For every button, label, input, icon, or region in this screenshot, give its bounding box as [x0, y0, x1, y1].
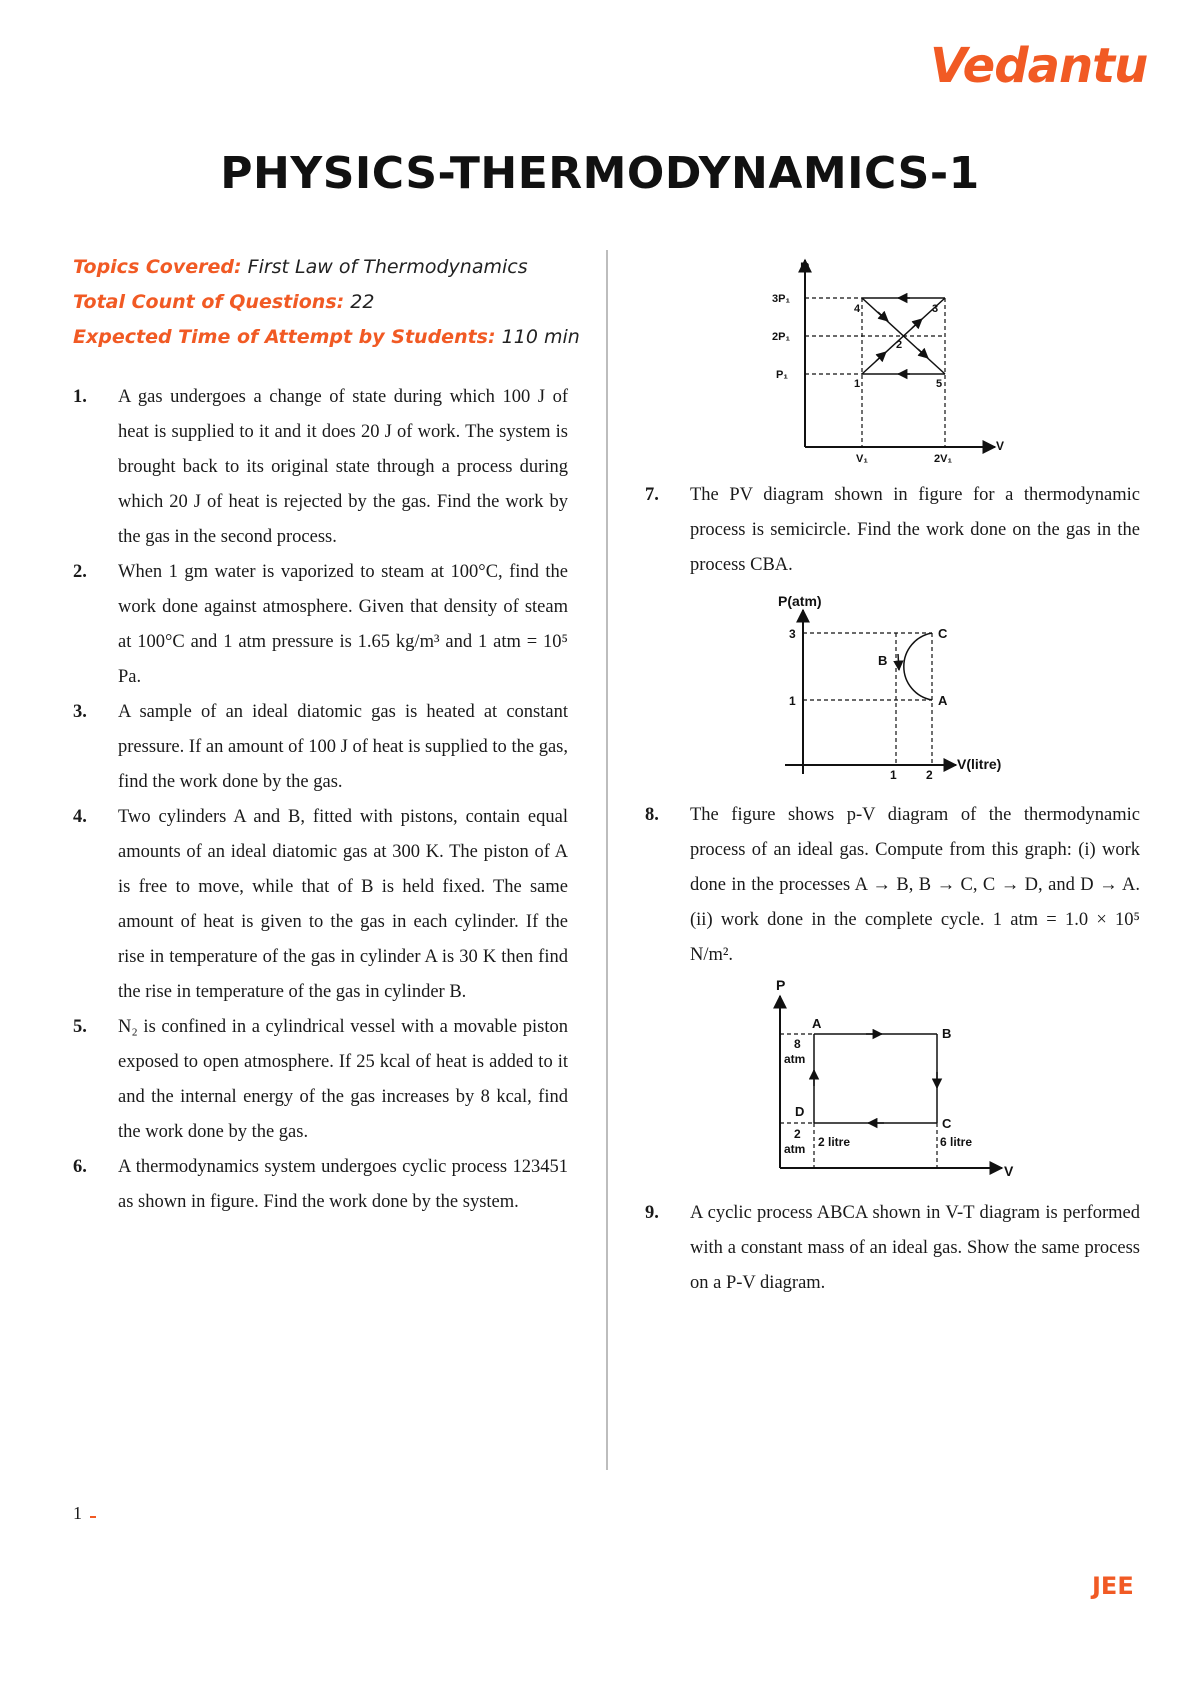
count-label: Total Count of Questions:: [73, 291, 345, 313]
count-row: [73, 285, 580, 320]
question-number: 2.: [73, 562, 87, 582]
question-1: [73, 380, 568, 555]
question-number: 9.: [645, 1203, 659, 1223]
question-text: Two cylinders A and B, fitted with pistons, contain equal amounts of an ideal diatomic gas at 300 K. The piston of A is free to move, while that of B is held fixed. The same amount of heat is given to the gas in each cylinder. If the rise in temperature of the gas in cylinder A is 30 K then find the rise in temperature of the gas in cylinder B.: [118, 807, 568, 1002]
v2-label: 2V₁: [934, 453, 953, 465]
point-a-label: A: [812, 1016, 822, 1031]
question-text: A cyclic process ABCA shown in V-T diagram is performed with a constant mass of an ideal gas. Show the same process on a P-V diagram.: [690, 1203, 1140, 1293]
question-number: 7.: [645, 485, 659, 505]
question-9: [645, 1196, 1140, 1301]
question-7: [645, 478, 1140, 583]
question-text: N₂ is confined in a cylindrical vessel with a movable piston exposed to open atmosphere. If 25 kcal of heat is added to it and the internal energy of the gas increases by 8 kcal, find the work done by the gas.: [118, 1017, 568, 1142]
figure-rect-cycle: [770, 976, 1020, 1186]
topics-label: Topics Covered:: [73, 256, 242, 278]
point-c-label: C: [938, 626, 948, 641]
question-number: 6.: [73, 1157, 87, 1177]
process-arrows: [814, 1034, 937, 1123]
question-text: A gas undergoes a change of state during which 100 J of heat is supplied to it and it does 20 J of work. The system is brought back to its original state through a process during which 20 J of heat is rejected by the gas. Find the work by the gas in the second process.: [118, 387, 568, 547]
page-number-accent: [90, 1516, 96, 1518]
y8-unit-label: atm: [784, 1052, 806, 1066]
point-1-label: 1: [854, 378, 861, 390]
process-arrow: [898, 654, 899, 670]
figure-cycle-svg: [770, 252, 1020, 467]
v-axis-label: V: [996, 439, 1005, 453]
v-axis-label: V(litre): [957, 756, 1002, 772]
x1-label: 1: [890, 768, 897, 782]
time-value: 110 min: [501, 326, 580, 348]
y8-label: 8: [794, 1037, 801, 1051]
question-3: [73, 695, 568, 800]
point-a-label: A: [938, 693, 948, 708]
semicircle-path: [904, 633, 932, 700]
vedantu-logo: Vedantu: [930, 38, 1148, 94]
point-4-label: 4: [854, 303, 861, 315]
p3-label: 3P₁: [772, 293, 791, 305]
page-title: PHYSICS-THERMODYNAMICS-1: [220, 148, 980, 199]
guide-lines: [805, 298, 945, 447]
question-number: 5.: [73, 1017, 87, 1037]
column-divider: [606, 250, 608, 1470]
point-c-label: C: [942, 1116, 952, 1131]
point-3-label: 3: [932, 303, 939, 315]
question-number: 1.: [73, 387, 87, 407]
left-column: [73, 380, 568, 1220]
count-value: 22: [350, 291, 375, 313]
question-text: A thermodynamics system undergoes cyclic process 123451 as shown in figure. Find the work done by the system.: [118, 1157, 568, 1212]
question-text: The PV diagram shown in figure for a thermodynamic process is semicircle. Find the work done on the gas in the process CBA.: [690, 485, 1140, 575]
p-axis-label: P: [800, 259, 810, 275]
point-d-label: D: [795, 1104, 805, 1119]
point-b-label: B: [942, 1026, 952, 1041]
question-number: 8.: [645, 805, 659, 825]
p2-label: 2P₁: [772, 331, 791, 343]
question-8: [645, 798, 1140, 973]
question-6: [73, 1150, 568, 1220]
question-9-block: [645, 1196, 1140, 1301]
guide-lines: [803, 633, 932, 765]
question-number: 4.: [73, 807, 87, 827]
process-lines: [814, 1034, 937, 1123]
figure-rect-cycle-svg: [770, 976, 1020, 1181]
p-axis-label: P(atm): [778, 593, 822, 609]
y2-unit-label: atm: [784, 1142, 806, 1156]
question-text: The figure shows p-V diagram of the thermodynamic process of an ideal gas. Compute from this graph: (i) work done in the processes A → B, B → C, C → D, and D → A. (ii) work done in the complete cycle. 1 atm = 1.0 × 10⁵ N/m².: [690, 805, 1140, 965]
y2-label: 2: [794, 1127, 801, 1141]
question-2: [73, 555, 568, 695]
question-7-block: [645, 478, 1140, 583]
y1-label: 1: [789, 694, 796, 708]
question-text: When 1 gm water is vaporized to steam at 100°C, find the work done against atmosphere. Given that density of steam at 100°C and 1 atm pressure is 1.65 kg/m³ and 1 atm = 10⁵ Pa.: [118, 562, 568, 687]
time-row: [73, 320, 580, 355]
p1-label: P₁: [776, 369, 788, 381]
meta-block: [73, 250, 580, 355]
page-number: 1: [73, 1503, 82, 1523]
figure-semicircle: [770, 592, 1030, 787]
question-text: A sample of an ideal diatomic gas is heated at constant pressure. If an amount of 100 J of heat is supplied to the gas, find the work done by the gas.: [118, 702, 568, 792]
question-8-block: [645, 798, 1140, 973]
x2-label: 2 litre: [818, 1135, 851, 1149]
question-5: [73, 1010, 568, 1150]
figure-cycle-12345: [770, 252, 1020, 472]
v1-label: V₁: [856, 453, 868, 465]
topics-value: First Law of Thermodynamics: [247, 256, 528, 278]
point-b-label: B: [878, 653, 888, 668]
p-axis-label: P: [776, 977, 786, 993]
question-4: [73, 800, 568, 1010]
x2-label: 2: [926, 768, 933, 782]
question-number: 3.: [73, 702, 87, 722]
point-5-label: 5: [936, 378, 943, 390]
time-label: Expected Time of Attempt by Students:: [73, 326, 496, 348]
v-axis-label: V: [1004, 1163, 1014, 1179]
y3-label: 3: [789, 627, 796, 641]
x6-label: 6 litre: [940, 1135, 973, 1149]
point-2-label: 2: [896, 339, 903, 351]
exam-label: JEE: [1092, 1572, 1134, 1600]
figure-semicircle-svg: [770, 592, 1030, 782]
topics-row: [73, 250, 580, 285]
